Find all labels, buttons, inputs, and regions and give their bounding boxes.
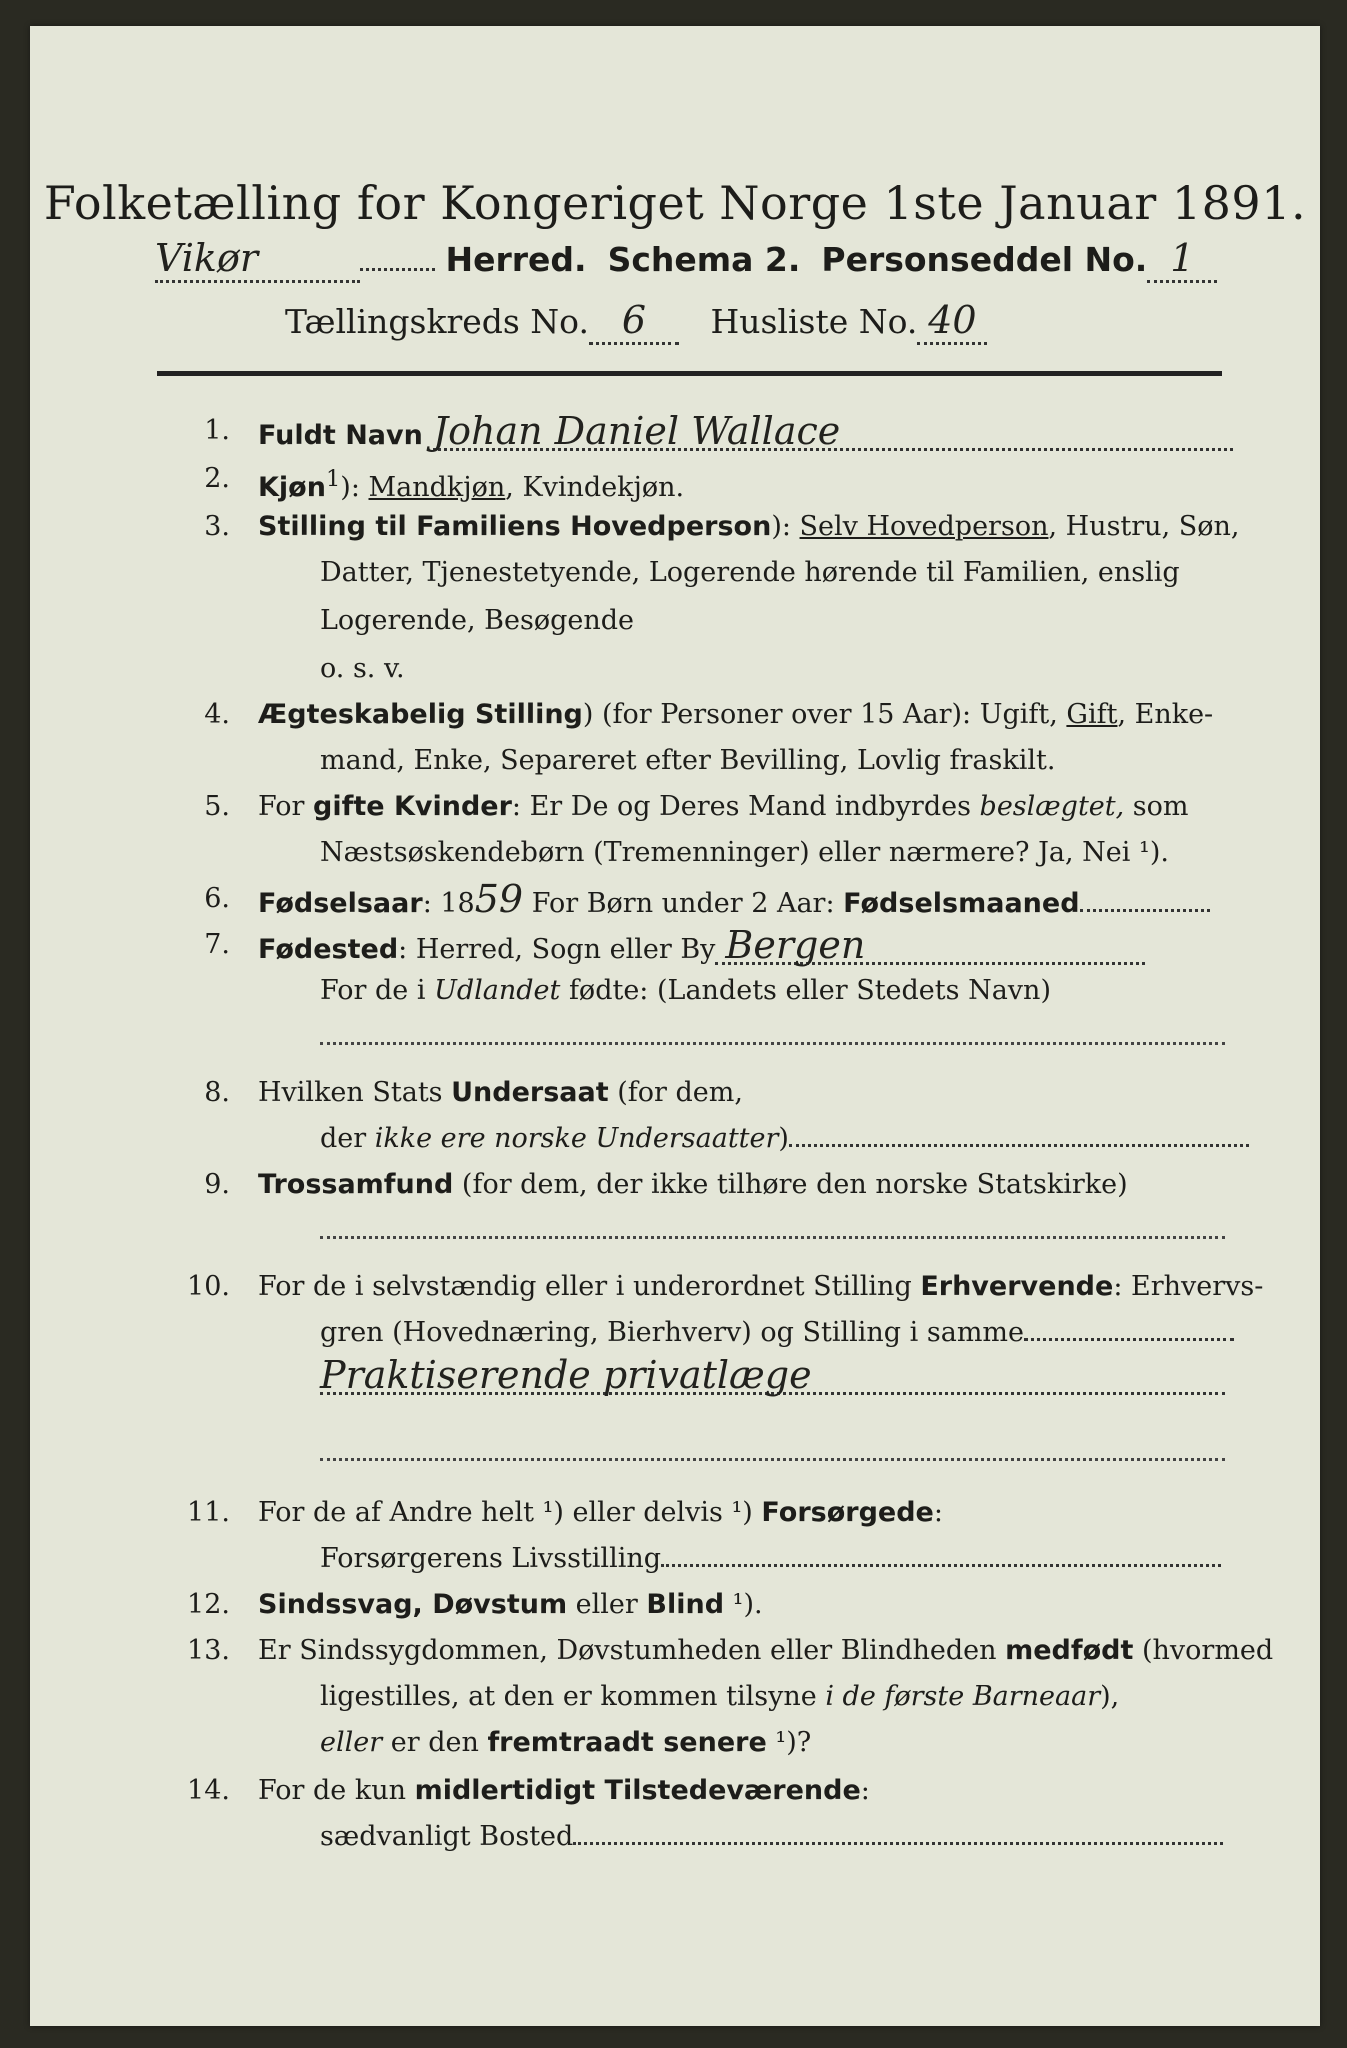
husliste-label: Husliste No. <box>710 302 918 341</box>
census-form-page: Folketælling for Kongeriget Norge 1ste Januar 1891. Vikør Herred. Schema 2. Personseddel No. 1 Tællingskreds No. 6 Husliste No. 40 1. Fuldt Navn Johan Daniel Wallace 2. Kjøn$^1$): Mandkjøn, Kvindekjøn. 3. Stilling til Familiens Hovedperson): Selv Hovedperson, Hustru, Søn, Datter, Tjenestetyende, Logerende hørende til Familien, enslig Logerende, Besøgende o. s. v. 4. Ægteskabelig Stilling) (for Personer over 15 Aar): Ugift, Gift, Enke- mand, Enke, Separeret efter Bevilling, Lovlig fraskilt. 5. For gifte Kvinder: Er De og Deres Mand indbyrdes beslægtet, som Næstsøskendebørn (Tremenninger) eller nærmere? Ja, Nei ¹). 6. Fødselsaar: 1859 For Børn under 2 Aar: Fødselsmaaned 7. Fødested: Herred, Sogn eller By Bergen For de i Udlandet fødte: (Landets eller Stedets Navn) 8. Hvilken Stats Undersaat (for dem, der ikke ere norske Undersaatter) 9. Trossamfund (for dem, der ikke tilhøre den norske Statskirke) 10. For de i selvstændig eller i underordnet Stilling Erhvervende: Erhvervs- gren (Hovednæring, Bierhverv) og Stilling i samme Praktiserende privatlæge 11. For de af Andre helt ¹) eller delvis ¹) Forsørgede: Forsørgerens Livsstilling 12. Sindssvag, Døvstum eller Blind ¹). 13. Er Sindssygdommen, Døvstumheden eller Blindheden medfødt (hvormed ligestilles, at den er kommen tilsyne i de første Barneaar), eller er den fremtraadt senere ¹)? 14. For de kun midlertidigt Tilstedeværende: sædvanligt Bosted <box>30 26 1320 2026</box>
personseddel-value: 1 <box>1147 236 1217 283</box>
form-title: Folketælling for Kongeriget Norge 1ste Januar 1891. <box>43 176 1307 230</box>
gender-selected: Mandkjøn <box>368 472 506 503</box>
occupation-value: Praktiserende privatlæge <box>320 1358 1225 1395</box>
herred-label: Herred. <box>445 240 587 279</box>
kreds-label: Tællingskreds No. <box>285 302 589 341</box>
full-name-value: Johan Daniel Wallace <box>433 414 1233 451</box>
occupation-line-2 <box>320 1458 1225 1461</box>
schema-label: Schema 2. <box>607 240 801 279</box>
position-selected: Selv Hovedperson <box>799 511 1049 542</box>
header-line-2 <box>285 298 987 345</box>
birth-year-value: 59 <box>474 877 524 921</box>
personseddel-label: Personseddel No. <box>821 240 1148 279</box>
kreds-value: 6 <box>589 298 679 345</box>
marital-selected: Gift <box>1066 699 1118 730</box>
header-line-1 <box>155 236 1217 283</box>
header-rule <box>157 371 1222 376</box>
birthplace-foreign-line <box>320 1042 1225 1045</box>
herred-value: Vikør <box>155 236 360 283</box>
religion-line <box>320 1236 1225 1239</box>
birthplace-value: Bergen <box>715 928 1145 965</box>
husliste-value: 40 <box>917 298 987 345</box>
